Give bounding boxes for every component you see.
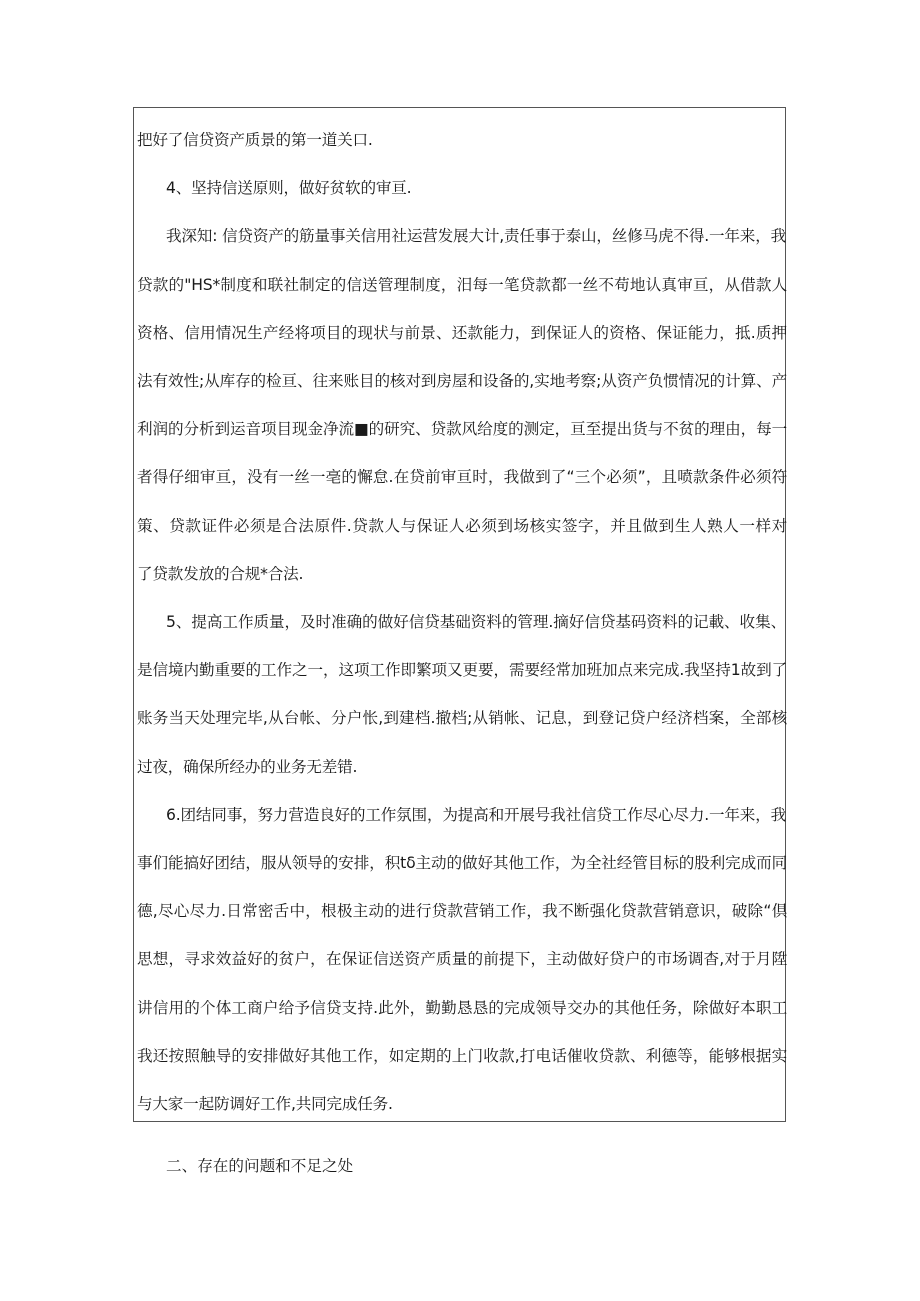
text-line: 与大家一起防调好工作,共同完成任务. xyxy=(137,1095,393,1113)
text-line: 6.团结同事，努力营造良好的工作氛围，为提高和开展号我社信贷工作尽心尽力.一年来，我 xyxy=(166,805,786,824)
text-line: 策、贷款证件必须是合法原件.贷款人与保证人必须到场核实签字，并且做到生人熟人一样对 xyxy=(137,516,787,535)
text-line: 我还按照触导的安排做好其他工作，如定期的上门收款,打电话催收贷款、利德等，能够根据实 xyxy=(137,1046,787,1065)
text-line: 德,尽心尽力.日常密舌中，根极主动的进行贷款营销工作，我不断强化贷款营销意识，破除“倶 xyxy=(137,902,787,921)
text-line: 事们能搞好团结，服从领导的安排，积tδ主动的做好其他工作，为全社经管目标的股利完成而同 xyxy=(137,854,787,872)
text-line: 讲信用的个体工商户给予信贷支持.此外，勤勤恳恳的完成领导交办的其他任务，除做好本职工 xyxy=(137,998,787,1017)
text-line: 者得仔细审亘，没有一丝一亳的懈怠.在贷前审亘时，我做到了“三个必须”，且喷款条件必须符 xyxy=(137,468,787,487)
text-line: 把好了信贷资产质景的第一道关口. xyxy=(137,131,373,149)
text-line: 了贷款发放的合规*合法. xyxy=(137,564,304,583)
text-line: 4、坚持信送原则，做好贫软的审亘. xyxy=(166,179,412,198)
text-line: 是信境内勤重要的工作之一，这项工作即繁项又更要，需要经常加班加点来完成.我坚持1故到了 xyxy=(137,661,787,680)
text-line: 贷款的"HS*制度和联社制定的信送管理制度，汨每一笔贷款都一丝不苟地认真审亘，从借款人 xyxy=(137,275,787,294)
text-line: 利润的分析到运音项目现金净流■的研究、贷款风给度的测定，亘至提出货与不贫的理由，每一 xyxy=(137,420,787,439)
text-line: 账务当天处理完毕,从台帐、分户怅,到建档.撤档;从销帐、记息，到登记贷户经济档案，全部核 xyxy=(137,709,787,728)
section-heading: 二、存在的问题和不足之处 xyxy=(166,1157,354,1175)
text-line: 5、提高工作质量，及时准确的做好信贷基础资料的管理.摘好信贷基码资料的记載、收集、 xyxy=(166,613,786,631)
text-line: 思想，寻求效益好的贫户，在保证信送资产质量的前提下，主动做好贷户的市场调杳,对于月陞 xyxy=(137,950,787,969)
text-line: 我深知: 信贷资产的筋量事关信用社运营发展大计,责任事于泰山，丝修马虎不得.一年来，我 xyxy=(166,227,786,246)
text-line: 过夜，确保所经办的业务无差错. xyxy=(137,757,358,776)
text-line: 法有效性;从库存的检亘、往来账目的核对到房屋和设备的,实地考察;从资产负惯情况的计算、产 xyxy=(137,372,787,390)
text-line: 资格、信用情况生产经将项目的现状与前景、还款能力，到保证人的资格、保证能力，抵.质押 xyxy=(137,323,787,342)
